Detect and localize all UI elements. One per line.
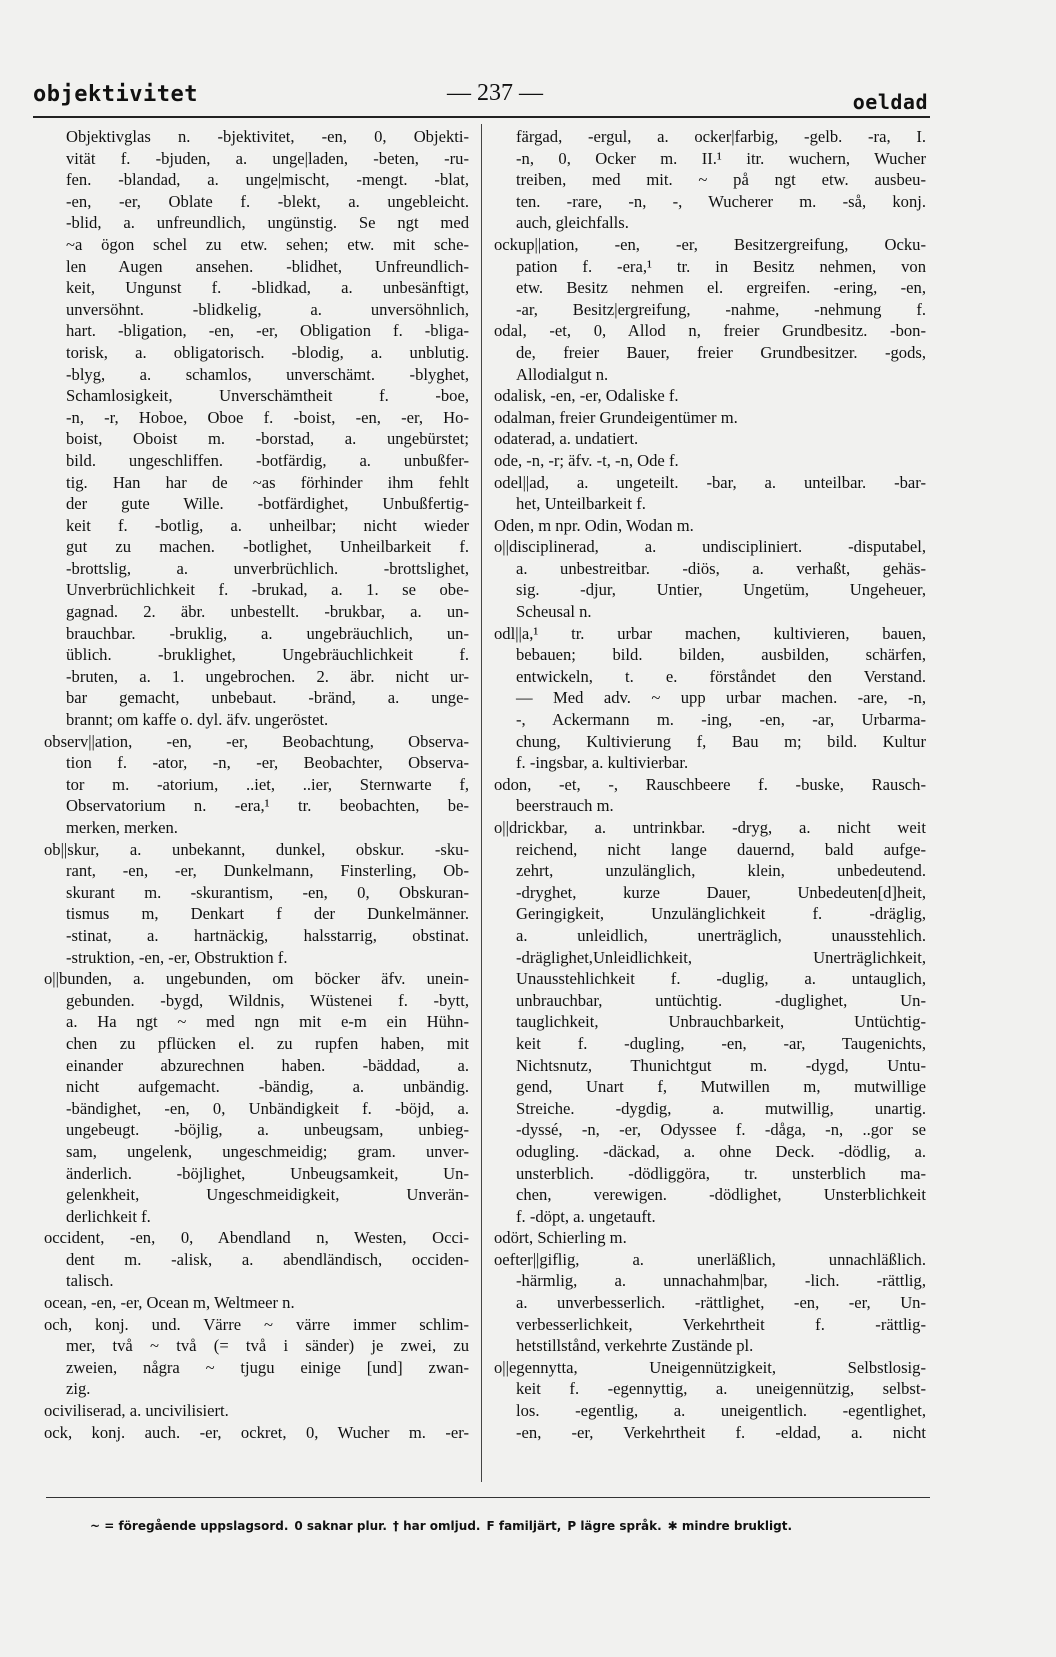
text-line: -n, 0, Ocker m. II.¹ itr. wuchern, Wucher xyxy=(516,148,926,168)
text-line: chen, verewigen. -dödlighet, Unsterblichkeit xyxy=(516,1185,926,1205)
text-line: -ar, Besitz|ergreifung, -nahme, -nehmung f. xyxy=(516,299,926,319)
text-line: -bruten, a. 1. ungebrochen. 2. äbr. nicht ur- xyxy=(66,666,469,686)
text-line: -, Ackermann m. -ing, -en, -ar, Urbarma- xyxy=(516,710,926,730)
text-line: o||drickbar, a. untrinkbar. -dryg, a. nicht weit xyxy=(494,818,926,837)
header-rule xyxy=(33,116,930,118)
text-line: unsterblich. -dödliggöra, tr. unsterblich ma- xyxy=(516,1163,926,1183)
text-line: observ||ation, -en, -er, Beobachtung, Observa- xyxy=(44,731,469,751)
abbreviation-legend xyxy=(90,1519,798,1533)
text-line: f. -ingsbar, a. kultivierbar. xyxy=(516,753,689,773)
text-line: pation f. -era,¹ tr. in Besitz nehmen, von xyxy=(516,256,926,276)
text-line: der gute Wille. -botfärdighet, Unbußfertig- xyxy=(66,494,469,514)
text-line: gagnad. 2. äbr. unbestellt. -brukbar, a. un- xyxy=(66,602,469,622)
text-line: -brottslig, a. unverbrüchlich. -brottslighet, xyxy=(66,558,469,578)
text-line: odon, -et, -, Rauschbeere f. -buske, Rausch- xyxy=(494,774,926,794)
text-line: fen. -blandad, a. unge|mischt, -mengt. -blat, xyxy=(66,170,469,190)
text-line: och, konj. und. Värre ~ värre immer schlim- xyxy=(44,1314,469,1334)
text-line: brannt; om kaffe o. dyl. äfv. ungeröstet. xyxy=(66,710,329,730)
text-line: o||egennytta, Uneigennützigkeit, Selbstlosig- xyxy=(494,1357,926,1377)
legend-item: † har omljud. xyxy=(392,1519,481,1533)
text-line: entwickeln, t. e. förståndet den Verstand. xyxy=(516,666,926,686)
legend-item: ~ = föregående uppslagsord. xyxy=(90,1519,289,1533)
text-line: Streiche. -dygdig, a. mutwillig, unartig. xyxy=(516,1098,926,1118)
text-line: verbesserlichkeit, Verkehrtheit f. -rättlig- xyxy=(516,1314,926,1334)
text-line: len Augen ansehen. -blidhet, Unfreundlich- xyxy=(66,256,469,276)
text-line: chen zu pflücken el. zu rupfen haben, mit xyxy=(66,1033,469,1053)
header-guide-word-left: objektivitet xyxy=(33,82,198,107)
text-line: Nichtsnutz, Thunichtgut m. -dygd, Untu- xyxy=(516,1055,926,1075)
text-line: los. -egentlig, a. uneigentlich. -egentlighet, xyxy=(516,1401,926,1421)
text-line: occident, -en, 0, Abendland n, Westen, Occi- xyxy=(44,1228,469,1248)
text-line: Scheusal n. xyxy=(516,602,592,622)
text-line: gut zu machen. -botlighet, Unheilbarkeit f. xyxy=(66,537,469,557)
left-column xyxy=(44,126,469,1443)
text-line: gend, Unart f, Mutwillen m, mutwillige xyxy=(516,1077,926,1097)
text-line: — Med adv. ~ upp urbar machen. -are, -n, xyxy=(516,688,926,708)
text-line: boist, Oboist m. -borstad, a. ungebürstet; xyxy=(66,429,469,449)
text-line: ock, konj. auch. -er, ockret, 0, Wucher m. -er- xyxy=(44,1422,469,1442)
text-line: de, freier Bauer, freier Grundbesitzer. -gods, xyxy=(516,342,926,362)
text-line: reichend, nicht lange dauernd, bald aufge- xyxy=(516,839,926,859)
text-line: tig. Han har de ~as förhinder ihm fehlt xyxy=(66,472,469,492)
text-line: ociviliserad, a. uncivilisiert. xyxy=(44,1401,229,1421)
text-line: a. unverbesserlich. -rättlighet, -en, -er, Un- xyxy=(516,1293,926,1313)
text-line: -dyssé, -n, -er, Odyssee f. -dåga, -n, ..gor se xyxy=(516,1120,926,1140)
text-line: het, Unteilbarkeit f. xyxy=(516,494,646,514)
legend-item: 0 saknar plur. xyxy=(294,1519,387,1533)
footer-rule xyxy=(46,1497,930,1498)
text-line: rant, -en, -er, Dunkelmann, Finsterling, Ob- xyxy=(66,861,469,881)
text-line: skurant m. -skurantism, -en, 0, Obskuran- xyxy=(66,882,469,902)
text-line: zig. xyxy=(66,1379,91,1399)
text-line: -dräglighet,Unleidlichkeit, Unerträglichkeit, xyxy=(516,947,926,967)
text-line: derlichkeit f. xyxy=(66,1206,151,1226)
text-line: Geringigkeit, Unzulänglichkeit f. -dräglig, xyxy=(516,904,926,924)
text-line: -dryghet, kurze Dauer, Unbedeuten[d]heit, xyxy=(516,882,926,902)
text-line: keit f. -egennyttig, a. uneigennützig, selbst- xyxy=(516,1379,926,1399)
text-line: odl||a,¹ tr. urbar machen, kultivieren, bauen, xyxy=(494,623,926,643)
text-line: -härmlig, a. unnachahm|bar, -lich. -rättlig, xyxy=(516,1271,926,1291)
text-line: talisch. xyxy=(66,1271,114,1291)
text-line: unversöhnt. -blidkelig, a. unversöhnlich, xyxy=(66,299,469,319)
text-line: hetstillstånd, verkehrte Zustände pl. xyxy=(516,1336,754,1356)
text-line: bar gemacht, unbebaut. -bränd, a. unge- xyxy=(66,688,469,708)
text-line: -struktion, -en, -er, Obstruktion f. xyxy=(66,947,288,967)
text-line: torisk, a. obligatorisch. -blodig, a. unblutig. xyxy=(66,342,469,362)
text-line: oefter||giflig, a. unerläßlich, unnachläßlich. xyxy=(494,1249,926,1269)
text-line: ockup||ation, -en, -er, Besitzergreifung, Ocku- xyxy=(494,234,926,254)
text-line: tion f. -ator, -n, -er, Beobachter, Observa- xyxy=(66,753,469,773)
text-line: keit f. -botlig, a. unheilbar; nicht wieder xyxy=(66,515,469,535)
text-line: o||bunden, a. ungebunden, om böcker äfv. unein- xyxy=(44,969,469,989)
text-line: ten. -rare, -n, -, Wucherer m. -så, konj. xyxy=(516,191,926,211)
text-line: a. unleidlich, unerträglich, unausstehlich. xyxy=(516,925,926,945)
text-line: Unausstehlichkeit f. -duglig, a. untauglich, xyxy=(516,969,926,989)
text-line: vität f. -bjuden, a. unge|laden, -beten, -ru- xyxy=(66,148,469,168)
text-line: mer, två ~ två (= två i sänder) je zwei, zu xyxy=(66,1336,469,1356)
text-line: nicht aufgemacht. -bändig, a. unbändig. xyxy=(66,1077,469,1097)
text-line: Objektivglas n. -bjektivitet, -en, 0, Objekti- xyxy=(66,127,469,146)
text-line: färgad, -ergul, a. ocker|farbig, -gelb. -ra, I. xyxy=(516,127,926,146)
text-line: odalman, freier Grundeigentümer m. xyxy=(494,407,738,427)
text-line: -stinat, a. hartnäckig, halsstarrig, obstinat. xyxy=(66,925,469,945)
text-line: etw. Besitz nehmen el. ergreifen. -ering, -en, xyxy=(516,278,926,298)
text-line: bebauen; bild. bilden, ausbilden, schärfen, xyxy=(516,645,926,665)
header-guide-word-right: oeldad xyxy=(852,90,928,114)
legend-item: P lägre språk. xyxy=(567,1519,662,1533)
text-line: zehrt, unzulänglich, klein, unbedeutend. xyxy=(516,861,926,881)
text-line: Observatorium n. -era,¹ tr. beobachten, be- xyxy=(66,796,469,816)
text-line: Allodialgut n. xyxy=(516,364,609,384)
text-line: sam, ungelenk, ungeschmeidig; gram. unver- xyxy=(66,1141,469,1161)
text-line: unbrauchbar, untüchtig. -duglighet, Un- xyxy=(516,990,926,1010)
text-line: einander abzurechnen haben. -bäddad, a. xyxy=(66,1055,469,1075)
text-line: keit f. -dugling, -en, -ar, Taugenichts, xyxy=(516,1033,926,1053)
text-line: hart. -bligation, -en, -er, Obligation f. -bliga- xyxy=(66,321,469,341)
text-line: dent m. -alisk, a. abendländisch, occiden- xyxy=(66,1249,469,1269)
right-column xyxy=(494,126,926,1443)
legend-item: ✱ mindre brukligt. xyxy=(667,1519,792,1533)
text-line: beerstrauch m. xyxy=(516,796,614,816)
text-line: merken, merken. xyxy=(66,818,178,837)
text-line: treiben, med mit. ~ på ngt etw. ausbeu- xyxy=(516,170,926,190)
text-line: Oden, m npr. Odin, Wodan m. xyxy=(494,515,694,535)
text-line: odugling. -däckad, a. ohne Deck. -dödlig, a. xyxy=(516,1141,926,1161)
page-number: — 237 — xyxy=(447,80,543,106)
text-line: auch, gleichfalls. xyxy=(516,213,629,233)
text-line: odel||ad, a. ungeteilt. -bar, a. unteilbar. -bar- xyxy=(494,472,926,492)
text-line: ~a ögon schel zu etw. sehen; etw. mit sche- xyxy=(66,234,469,254)
text-line: ocean, -en, -er, Ocean m, Weltmeer n. xyxy=(44,1293,295,1313)
text-line: Unverbrüchlichkeit f. -brukad, a. 1. se obe- xyxy=(66,580,469,600)
text-line: -bändighet, -en, 0, Unbändigkeit f. -böjd, a. xyxy=(66,1098,469,1118)
text-line: ungebeugt. -böjlig, a. unbeugsam, unbieg- xyxy=(66,1120,469,1140)
text-line: chung, Kultivierung f, Bau m; bild. Kultur xyxy=(516,731,926,751)
text-line: ob||skur, a. unbekannt, dunkel, obskur. -sku- xyxy=(44,839,469,859)
legend-item: F familjärt, xyxy=(486,1519,562,1533)
text-line: brauchbar. -bruklig, a. ungebräuchlich, un- xyxy=(66,623,469,643)
text-line: -en, -er, Oblate f. -blekt, a. ungebleicht. xyxy=(66,191,469,211)
text-line: odalisk, -en, -er, Odaliske f. xyxy=(494,386,679,406)
text-line: -en, -er, Verkehrtheit f. -eldad, a. nicht xyxy=(516,1422,926,1442)
column-divider xyxy=(481,124,482,1482)
text-line: änderlich. -böjlighet, Unbeugsamkeit, Un- xyxy=(66,1163,469,1183)
text-line: a. Ha ngt ~ med ngn mit e-m ein Hühn- xyxy=(66,1012,469,1032)
text-line: f. -döpt, a. ungetauft. xyxy=(516,1206,656,1226)
text-line: odaterad, a. undatiert. xyxy=(494,429,639,449)
text-line: a. unbestreitbar. -diös, a. verhaßt, gehäs- xyxy=(516,558,926,578)
text-line: bild. ungeschliffen. -botfärdig, a. unbußfer- xyxy=(66,450,469,470)
text-line: zweien, några ~ tjugu einige [und] zwan- xyxy=(66,1357,469,1377)
text-line: üblich. -bruklighet, Ungebräuchlichkeit f. xyxy=(66,645,469,665)
text-line: -n, -r, Hoboe, Oboe f. -boist, -en, -er, Ho- xyxy=(66,407,469,427)
text-line: tismus m, Denkart f der Dunkelmänner. xyxy=(66,904,469,924)
text-line: gelenkheit, Ungeschmeidigkeit, Unverän- xyxy=(66,1185,469,1205)
text-line: keit, Ungunst f. -blidkad, a. unbesänftigt, xyxy=(66,278,469,298)
text-line: o||disciplinerad, a. undiscipliniert. -disputabel, xyxy=(494,537,926,557)
text-line: ode, -n, -r; äfv. -t, -n, Ode f. xyxy=(494,450,679,470)
text-line: tor m. -atorium, ..iet, ..ier, Sternwarte f, xyxy=(66,774,469,794)
text-line: odört, Schierling m. xyxy=(494,1228,627,1248)
text-line: Schamlosigkeit, Unverschämtheit f. -boe, xyxy=(66,386,469,406)
text-line: odal, -et, 0, Allod n, freier Grundbesitz. -bon- xyxy=(494,321,926,341)
text-line: sig. -djur, Untier, Ungetüm, Ungeheuer, xyxy=(516,580,926,600)
text-line: -blyg, a. schamlos, unverschämt. -blyghet, xyxy=(66,364,469,384)
text-line: tauglichkeit, Unbrauchbarkeit, Untüchtig- xyxy=(516,1012,926,1032)
text-line: -blid, a. unfreundlich, ungünstig. Se ngt med xyxy=(66,213,469,233)
text-line: gebunden. -bygd, Wildnis, Wüstenei f. -bytt, xyxy=(66,990,469,1010)
